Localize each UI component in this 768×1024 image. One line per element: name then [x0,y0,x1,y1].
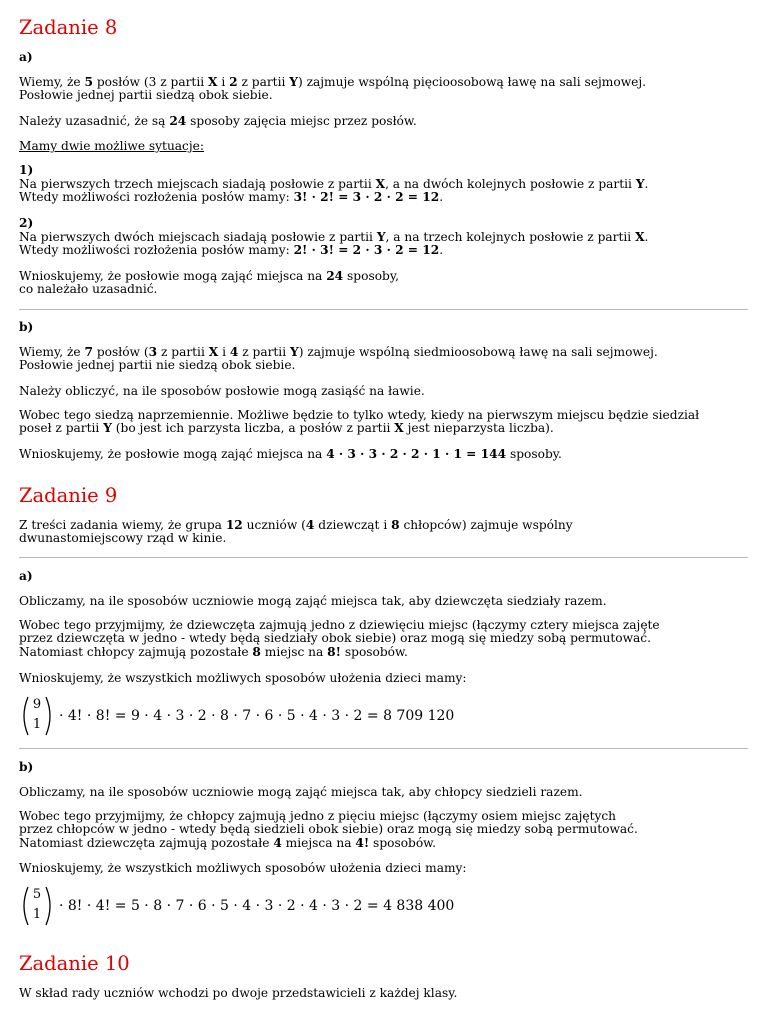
formula-text: · 8! · 4! = 5 · 8 · 7 · 6 · 5 · 4 · 3 · 2 · 4 · 3 · 2 = 4 838 400 [59,898,455,914]
z9-a-paragraph-2b: przez dziewczęta w jedno - wtedy będą siedziały obok siebie) oraz mogą się miedzy sobą permutować. [19,631,651,645]
formula-text: · 4! · 8! = 9 · 4 · 3 · 2 · 8 · 7 · 6 · 5 · 4 · 3 · 2 = 8 709 120 [59,708,455,724]
z9-intro-1: Z treści zadania wiemy, że grupa 12 uczniów (4 dziewcząt i 8 chłopców) zajmuje wspólny [19,518,573,532]
z8-a-conclusion-2: co należało uzasadnić. [19,282,158,296]
z8-b-paragraph-1: Wiemy, że 7 posłów (3 z partii X i 4 z partii Y) zajmuje wspólną siedmioosobową ławę na sali sejmowej. [19,345,658,359]
divider [19,309,748,310]
z8-b-paragraph-1b: Posłowie jednej partii nie siedzą obok siebie. [19,358,296,372]
situation-1-line-1: Na pierwszych trzech miejscach siadają posłowie z partii X, a na dwóch kolejnych posłowie z partii Y. [19,177,649,191]
z8-a-paragraph-1b: Posłowie jednej partii siedzą obok siebie. [19,88,273,102]
z9-b-conclusion: Wnioskujemy, że wszystkich możliwych sposobów ułożenia dzieci mamy: [19,861,467,875]
binomial-coefficient [19,885,55,925]
z10-paragraph-1: W skład rady uczniów wchodzi po dwoje przedstawicieli z każdej klasy. [19,986,458,1000]
z9-b-paragraph-2c: Natomiast dziewczęta zajmują pozostałe 4 miejsca na 4! sposobów. [19,836,437,850]
z8-a-situations-heading: Mamy dwie możliwe sytuacje: [19,139,204,153]
z8-a-paragraph-2: Należy uzasadnić, że są 24 sposoby zajęcia miejsc przez posłów. [19,114,417,128]
z9-b-paragraph-1: Obliczamy, na ile sposobów uczniowie mogą zająć miejsca tak, aby chłopcy siedzieli razem. [19,785,583,799]
situation-2-line-1: Na pierwszych dwóch miejscach siadają posłowie z partii Y, a na trzech kolejnych posłowie z partii X. [19,230,649,244]
part-b-label: b) [19,320,34,334]
z8-b-paragraph-3a: Wobec tego siedzą naprzemiennie. Możliwe będzie to tylko wtedy, kiedy na pierwszym miejscu będzie siedział [19,408,700,422]
divider [19,557,748,558]
situation-1-label: 1) [19,163,34,177]
part-b-label: b) [19,760,34,774]
situation-1-line-2: Wtedy możliwości rozłożenia posłów mamy: 3! · 2! = 3 · 2 · 2 = 12. [19,190,444,204]
z8-b-paragraph-2: Należy obliczyć, na ile sposobów posłowie mogą zasiąść na ławie. [19,384,425,398]
z9-a-paragraph-2c: Natomiast chłopcy zajmują pozostałe 8 miejsc na 8! sposobów. [19,645,408,659]
part-a-label: a) [19,50,33,64]
divider [19,748,748,749]
z9-intro-2: dwunastomiejscowy rząd w kinie. [19,531,227,545]
part-a-label: a) [19,569,33,583]
z9-b-paragraph-2a: Wobec tego przyjmijmy, że chłopcy zajmują jedno z pięciu miejsc (łączymy osiem miejsc zajętych [19,809,617,823]
heading-zadanie-8: Zadanie 8 [19,16,118,39]
binomial-bottom: 1 [32,717,42,732]
z8-b-conclusion: Wnioskujemy, że posłowie mogą zająć miejsca na 4 · 3 · 3 · 2 · 2 · 1 · 1 = 144 sposoby. [19,447,562,461]
binomial-top: 9 [32,697,42,712]
z9-a-paragraph-2a: Wobec tego przyjmijmy, że dziewczęta zajmują jedno z dziewięciu miejsc (łączymy cztery miejsca zajęte [19,618,660,632]
situation-2-line-2: Wtedy możliwości rozłożenia posłów mamy: 2! · 3! = 2 · 3 · 2 = 12. [19,243,444,257]
binomial-bottom: 1 [32,907,42,922]
z9-a-conclusion: Wnioskujemy, że wszystkich możliwych sposobów ułożenia dzieci mamy: [19,671,467,685]
heading-zadanie-10: Zadanie 10 [19,952,130,975]
z8-a-conclusion-1: Wnioskujemy, że posłowie mogą zająć miejsca na 24 sposoby, [19,269,399,283]
binomial-top: 5 [32,887,42,902]
heading-zadanie-9: Zadanie 9 [19,484,118,507]
z9-b-paragraph-2b: przez chłopców w jedno - wtedy będą siedzieli obok siebie) oraz mogą się miedzy sobą permutować. [19,822,638,836]
situation-2-label: 2) [19,216,34,230]
z9-a-paragraph-1: Obliczamy, na ile sposobów uczniowie mogą zająć miejsca tak, aby dziewczęta siedziały razem. [19,594,607,608]
z8-b-paragraph-3b: poseł z partii Y (bo jest ich parzysta liczba, a posłów z partii X jest nieparzysta liczba). [19,421,554,435]
z9-a-formula [19,695,519,737]
binomial-coefficient [19,695,55,735]
z9-b-formula [19,885,519,927]
z8-a-paragraph-1: Wiemy, że 5 posłów (3 z partii X i 2 z partii Y) zajmuje wspólną pięcioosobową ławę na sali sejmowej. [19,75,646,89]
